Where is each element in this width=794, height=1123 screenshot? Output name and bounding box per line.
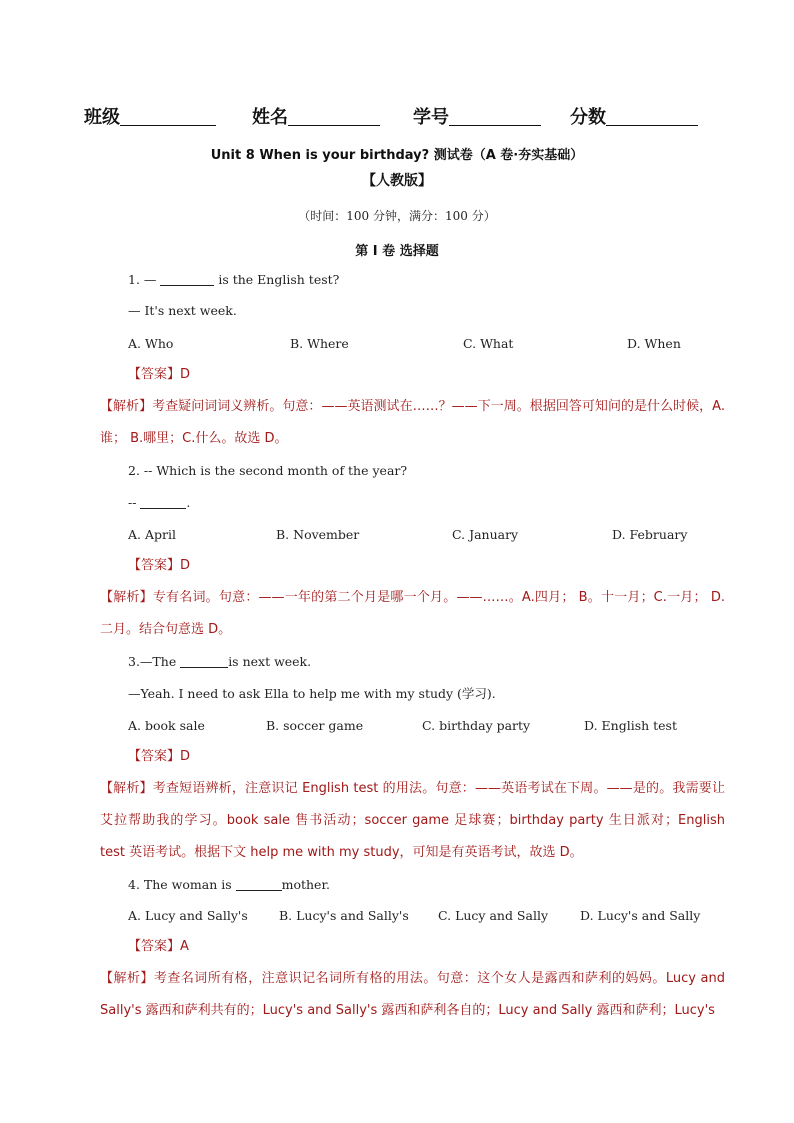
question-1-reply: — It's next week.: [128, 303, 237, 318]
question-3-stem: 3.—The is next week.: [128, 654, 312, 669]
question-3-blank: [180, 653, 228, 668]
class-label: 班级: [84, 107, 120, 128]
question-3-option-b: B. soccer game: [266, 718, 364, 733]
edition-label: 【人教版】: [362, 173, 432, 189]
student-id-blank[interactable]: [449, 105, 541, 126]
score-field[interactable]: [570, 103, 698, 129]
class-field[interactable]: [84, 103, 216, 129]
name-field[interactable]: [252, 103, 380, 129]
student-info-header: [84, 103, 724, 131]
student-id-label: 学号: [413, 107, 449, 128]
question-3-reply: —Yeah. I need to ask Ella to help me with my study (学习).: [128, 686, 496, 701]
student-id-field[interactable]: [413, 103, 541, 129]
question-4-option-b: B. Lucy's and Sally's: [279, 908, 409, 923]
question-4-option-d: D. Lucy's and Sally: [580, 908, 701, 923]
question-3-option-d: D. English test: [584, 718, 677, 733]
question-2-option-b: B. November: [276, 527, 360, 542]
test-title: Unit 8 When is your birthday? 测试卷（A 卷·夯实基础）: [210, 148, 584, 163]
name-blank[interactable]: [288, 105, 380, 126]
question-2-option-d: D. February: [612, 527, 688, 542]
question-2-answer: 【答案】D: [128, 558, 191, 573]
question-2-blank: [140, 494, 186, 509]
score-blank[interactable]: [606, 105, 698, 126]
question-2-reply: -- .: [128, 495, 191, 510]
question-4-answer: 【答案】A: [128, 939, 189, 954]
class-blank[interactable]: [120, 105, 216, 126]
question-2-explanation: 【解析】专有名词。句意：——一年的第二个月是哪一个月。——……。A.四月； B。十一月；C.一月； D.二月。结合句意选 D。: [100, 590, 725, 637]
section-title: 第 I 卷 选择题: [355, 244, 439, 259]
question-4-blank: [236, 876, 282, 891]
question-1-option-c: C. What: [463, 336, 514, 351]
question-1-option-d: D. When: [627, 336, 681, 351]
score-label: 分数: [570, 107, 606, 128]
question-3-option-c: C. birthday party: [422, 718, 531, 733]
question-2-stem: 2. -- Which is the second month of the year?: [128, 463, 408, 478]
question-3-explanation: 【解析】考查短语辨析，注意识记 English test 的用法。句意：——英语考试在下周。——是的。我需要让艾拉帮助我的学习。book sale 售书活动；soccer game 足球赛；birthday party 生日派对；English test 英语考试。根据下文 help me with my study，可知是有英语考试，故选 D。: [100, 781, 725, 860]
question-1-stem: 1. — is the English test?: [128, 272, 340, 287]
question-3-option-a: A. book sale: [128, 718, 205, 733]
question-1-blank: [160, 271, 214, 286]
question-1-option-a: A. Who: [128, 336, 174, 351]
question-1-explanation: 【解析】考查疑问词词义辨析。句意：——英语测试在……？——下一周。根据回答可知问的是什么时候，A.谁； B.哪里；C.什么。故选 D。: [100, 399, 725, 446]
question-2-option-c: C. January: [452, 527, 519, 542]
question-2-option-a: A. April: [128, 527, 176, 542]
question-4-stem: 4. The woman is mother.: [128, 877, 331, 892]
time-info: （时间：100 分钟，满分：100 分）: [298, 209, 496, 223]
question-1-option-b: B. Where: [290, 336, 349, 351]
question-3-answer: 【答案】D: [128, 749, 191, 764]
question-1-answer: 【答案】D: [128, 367, 191, 382]
question-4-option-c: C. Lucy and Sally: [438, 908, 549, 923]
question-4-explanation: 【解析】考查名词所有格，注意识记名词所有格的用法。句意：这个女人是露西和萨利的妈妈。Lucy and Sally's 露西和萨利共有的；Lucy's and Sally's 露西和萨利各自的；Lucy and Sally 露西和萨利；Lucy's: [100, 971, 725, 1018]
question-4-option-a: A. Lucy and Sally's: [128, 908, 248, 923]
name-label: 姓名: [252, 107, 288, 128]
